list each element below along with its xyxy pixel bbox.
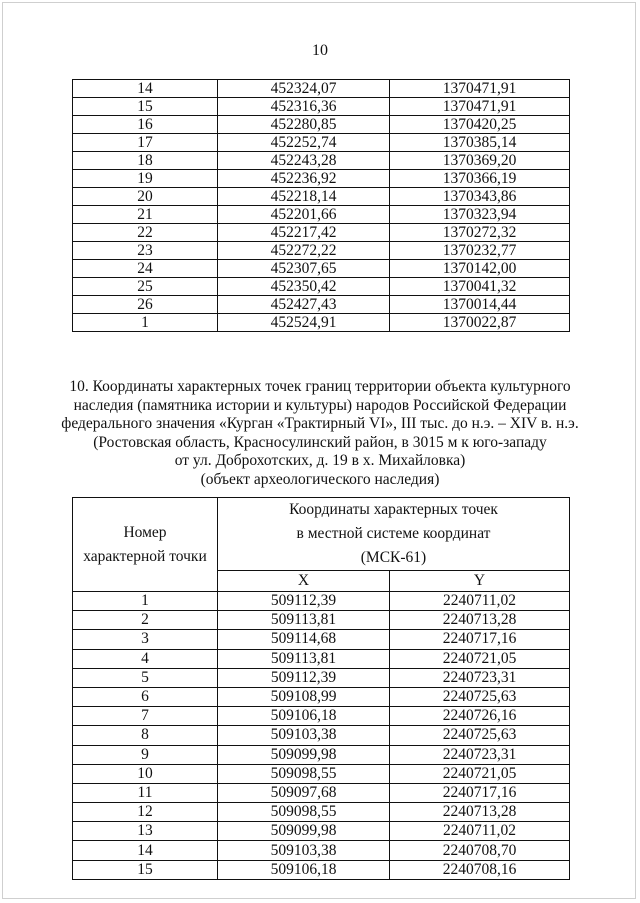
x-coordinate-cell: 452272,22 — [218, 242, 390, 260]
header-x: X — [218, 571, 390, 592]
point-number-cell: 14 — [73, 841, 218, 860]
table-row — [73, 822, 570, 841]
coordinates-table-continued — [72, 79, 570, 332]
y-coordinate-cell: 2240713,28 — [390, 611, 570, 630]
y-coordinate-cell: 1370323,94 — [390, 206, 570, 224]
point-number-cell: 19 — [73, 170, 218, 188]
x-coordinate-cell: 452427,43 — [218, 296, 390, 314]
header-point-line: Номер — [123, 523, 167, 541]
x-coordinate-cell: 509106,18 — [218, 860, 390, 879]
point-number-cell: 24 — [73, 260, 218, 278]
table-row — [73, 860, 570, 879]
table-row — [73, 260, 570, 278]
point-number-cell: 21 — [73, 206, 218, 224]
point-number-cell: 26 — [73, 296, 218, 314]
table-row — [73, 783, 570, 802]
y-coordinate-cell: 2240711,02 — [390, 592, 570, 611]
x-coordinate-cell: 509114,68 — [218, 630, 390, 649]
y-coordinate-cell: 2240725,63 — [390, 726, 570, 745]
table-row — [73, 116, 570, 134]
point-number-cell: 22 — [73, 224, 218, 242]
table-row — [73, 188, 570, 206]
table-row — [73, 98, 570, 116]
point-number-cell: 15 — [73, 98, 218, 116]
header-point-number — [73, 498, 218, 592]
table-row — [73, 152, 570, 170]
table-row — [73, 224, 570, 242]
section-heading-line: федерального значения «Курган «Трактирный VI», III тыс. до н.э. – XIV в. н.э. — [61, 415, 579, 433]
section-heading-line: 10. Координаты характерных точек границ территории объекта культурного — [69, 378, 571, 395]
table-row — [73, 314, 570, 332]
y-coordinate-cell: 2240725,63 — [390, 687, 570, 706]
x-coordinate-cell: 509112,39 — [218, 592, 390, 611]
table-row — [73, 841, 570, 860]
y-coordinate-cell: 1370041,32 — [390, 278, 570, 296]
x-coordinate-cell: 452316,36 — [218, 98, 390, 116]
x-coordinate-cell: 452201,66 — [218, 206, 390, 224]
y-coordinate-cell: 2240721,05 — [390, 649, 570, 668]
point-number-cell: 9 — [73, 745, 218, 764]
coordinates-table-header — [73, 498, 570, 592]
x-coordinate-cell: 509098,55 — [218, 764, 390, 783]
table-row — [73, 80, 570, 98]
header-coords-line: (МСК-61) — [360, 549, 427, 566]
page-number: 10 — [312, 42, 328, 59]
table-row — [73, 242, 570, 260]
table-row — [73, 611, 570, 630]
table-row — [73, 726, 570, 745]
y-coordinate-cell: 1370385,14 — [390, 134, 570, 152]
x-coordinate-cell: 452524,91 — [218, 314, 390, 332]
header-y: Y — [390, 571, 570, 592]
table-row — [73, 649, 570, 668]
x-coordinate-cell: 452307,65 — [218, 260, 390, 278]
header-point-line: характерной точки — [83, 547, 207, 565]
point-number-cell: 12 — [73, 803, 218, 822]
y-coordinate-cell: 2240717,16 — [390, 783, 570, 802]
point-number-cell: 20 — [73, 188, 218, 206]
table-row — [73, 668, 570, 687]
coordinates-table — [72, 497, 570, 880]
x-coordinate-cell: 509103,38 — [218, 841, 390, 860]
x-coordinate-cell: 509113,81 — [218, 649, 390, 668]
table-row — [73, 134, 570, 152]
y-coordinate-cell: 2240723,31 — [390, 745, 570, 764]
point-number-cell: 2 — [73, 611, 218, 630]
table-row — [73, 206, 570, 224]
y-coordinate-cell: 1370014,44 — [390, 296, 570, 314]
x-coordinate-cell: 509112,39 — [218, 668, 390, 687]
table-row — [73, 745, 570, 764]
point-number-cell: 4 — [73, 649, 218, 668]
header-coords-line: Координаты характерных точек — [289, 501, 498, 518]
section-heading-line: (объект археологического наследия) — [200, 470, 440, 488]
y-coordinate-cell: 1370343,86 — [390, 188, 570, 206]
table-row — [73, 170, 570, 188]
y-coordinate-cell: 2240713,28 — [390, 803, 570, 822]
point-number-cell: 13 — [73, 822, 218, 841]
table-row — [73, 630, 570, 649]
x-coordinate-cell: 452324,07 — [218, 80, 390, 98]
section-heading-line: (Ростовская область, Красносулинский район, в 3015 м к юго-западу — [93, 433, 547, 451]
x-coordinate-cell: 509098,55 — [218, 803, 390, 822]
y-coordinate-cell: 2240711,02 — [390, 822, 570, 841]
point-number-cell: 18 — [73, 152, 218, 170]
coordinates-table-body — [73, 592, 570, 880]
point-number-cell: 14 — [73, 80, 218, 98]
y-coordinate-cell: 1370142,00 — [390, 260, 570, 278]
table-row — [73, 296, 570, 314]
y-coordinate-cell: 2240726,16 — [390, 707, 570, 726]
y-coordinate-cell: 1370369,20 — [390, 152, 570, 170]
table-row — [73, 764, 570, 783]
x-coordinate-cell: 452243,28 — [218, 152, 390, 170]
header-coords-line: в местной системе координат — [296, 525, 491, 542]
y-coordinate-cell: 2240708,16 — [390, 860, 570, 879]
section-heading — [40, 378, 600, 490]
x-coordinate-cell: 452252,74 — [218, 134, 390, 152]
section-heading-line: от ул. Доброхотских, д. 19 в х. Михайловка) — [174, 452, 466, 470]
table-row — [73, 687, 570, 706]
point-number-cell: 3 — [73, 630, 218, 649]
point-number-cell: 1 — [73, 592, 218, 611]
point-number-cell: 15 — [73, 860, 218, 879]
point-number-cell: 25 — [73, 278, 218, 296]
section-heading-line: наследия (памятника истории и культуры) народов Российской Федерации — [73, 396, 567, 414]
y-coordinate-cell: 1370022,87 — [390, 314, 570, 332]
x-coordinate-cell: 509108,99 — [218, 687, 390, 706]
y-coordinate-cell: 1370471,91 — [390, 98, 570, 116]
x-coordinate-cell: 509113,81 — [218, 611, 390, 630]
point-number-cell: 11 — [73, 783, 218, 802]
y-coordinate-cell: 2240708,70 — [390, 841, 570, 860]
point-number-cell: 8 — [73, 726, 218, 745]
point-number-cell: 1 — [73, 314, 218, 332]
header-coordinates — [218, 498, 570, 571]
point-number-cell: 7 — [73, 707, 218, 726]
point-number-cell: 5 — [73, 668, 218, 687]
y-coordinate-cell: 2240723,31 — [390, 668, 570, 687]
y-coordinate-cell: 1370420,25 — [390, 116, 570, 134]
point-number-cell: 10 — [73, 764, 218, 783]
x-coordinate-cell: 509097,68 — [218, 783, 390, 802]
x-coordinate-cell: 509103,38 — [218, 726, 390, 745]
y-coordinate-cell: 2240717,16 — [390, 630, 570, 649]
x-coordinate-cell: 452350,42 — [218, 278, 390, 296]
table-row — [73, 803, 570, 822]
table-row — [73, 707, 570, 726]
y-coordinate-cell: 1370272,32 — [390, 224, 570, 242]
y-coordinate-cell: 1370366,19 — [390, 170, 570, 188]
y-coordinate-cell: 2240721,05 — [390, 764, 570, 783]
point-number-cell: 23 — [73, 242, 218, 260]
point-number-cell: 17 — [73, 134, 218, 152]
x-coordinate-cell: 452280,85 — [218, 116, 390, 134]
x-coordinate-cell: 452218,14 — [218, 188, 390, 206]
y-coordinate-cell: 1370232,77 — [390, 242, 570, 260]
table-row — [73, 278, 570, 296]
x-coordinate-cell: 452236,92 — [218, 170, 390, 188]
y-coordinate-cell: 1370471,91 — [390, 80, 570, 98]
x-coordinate-cell: 452217,42 — [218, 224, 390, 242]
point-number-cell: 16 — [73, 116, 218, 134]
coordinates-table-continued-body — [73, 80, 570, 332]
x-coordinate-cell: 509099,98 — [218, 745, 390, 764]
x-coordinate-cell: 509099,98 — [218, 822, 390, 841]
point-number-cell: 6 — [73, 687, 218, 706]
x-coordinate-cell: 509106,18 — [218, 707, 390, 726]
table-row — [73, 592, 570, 611]
